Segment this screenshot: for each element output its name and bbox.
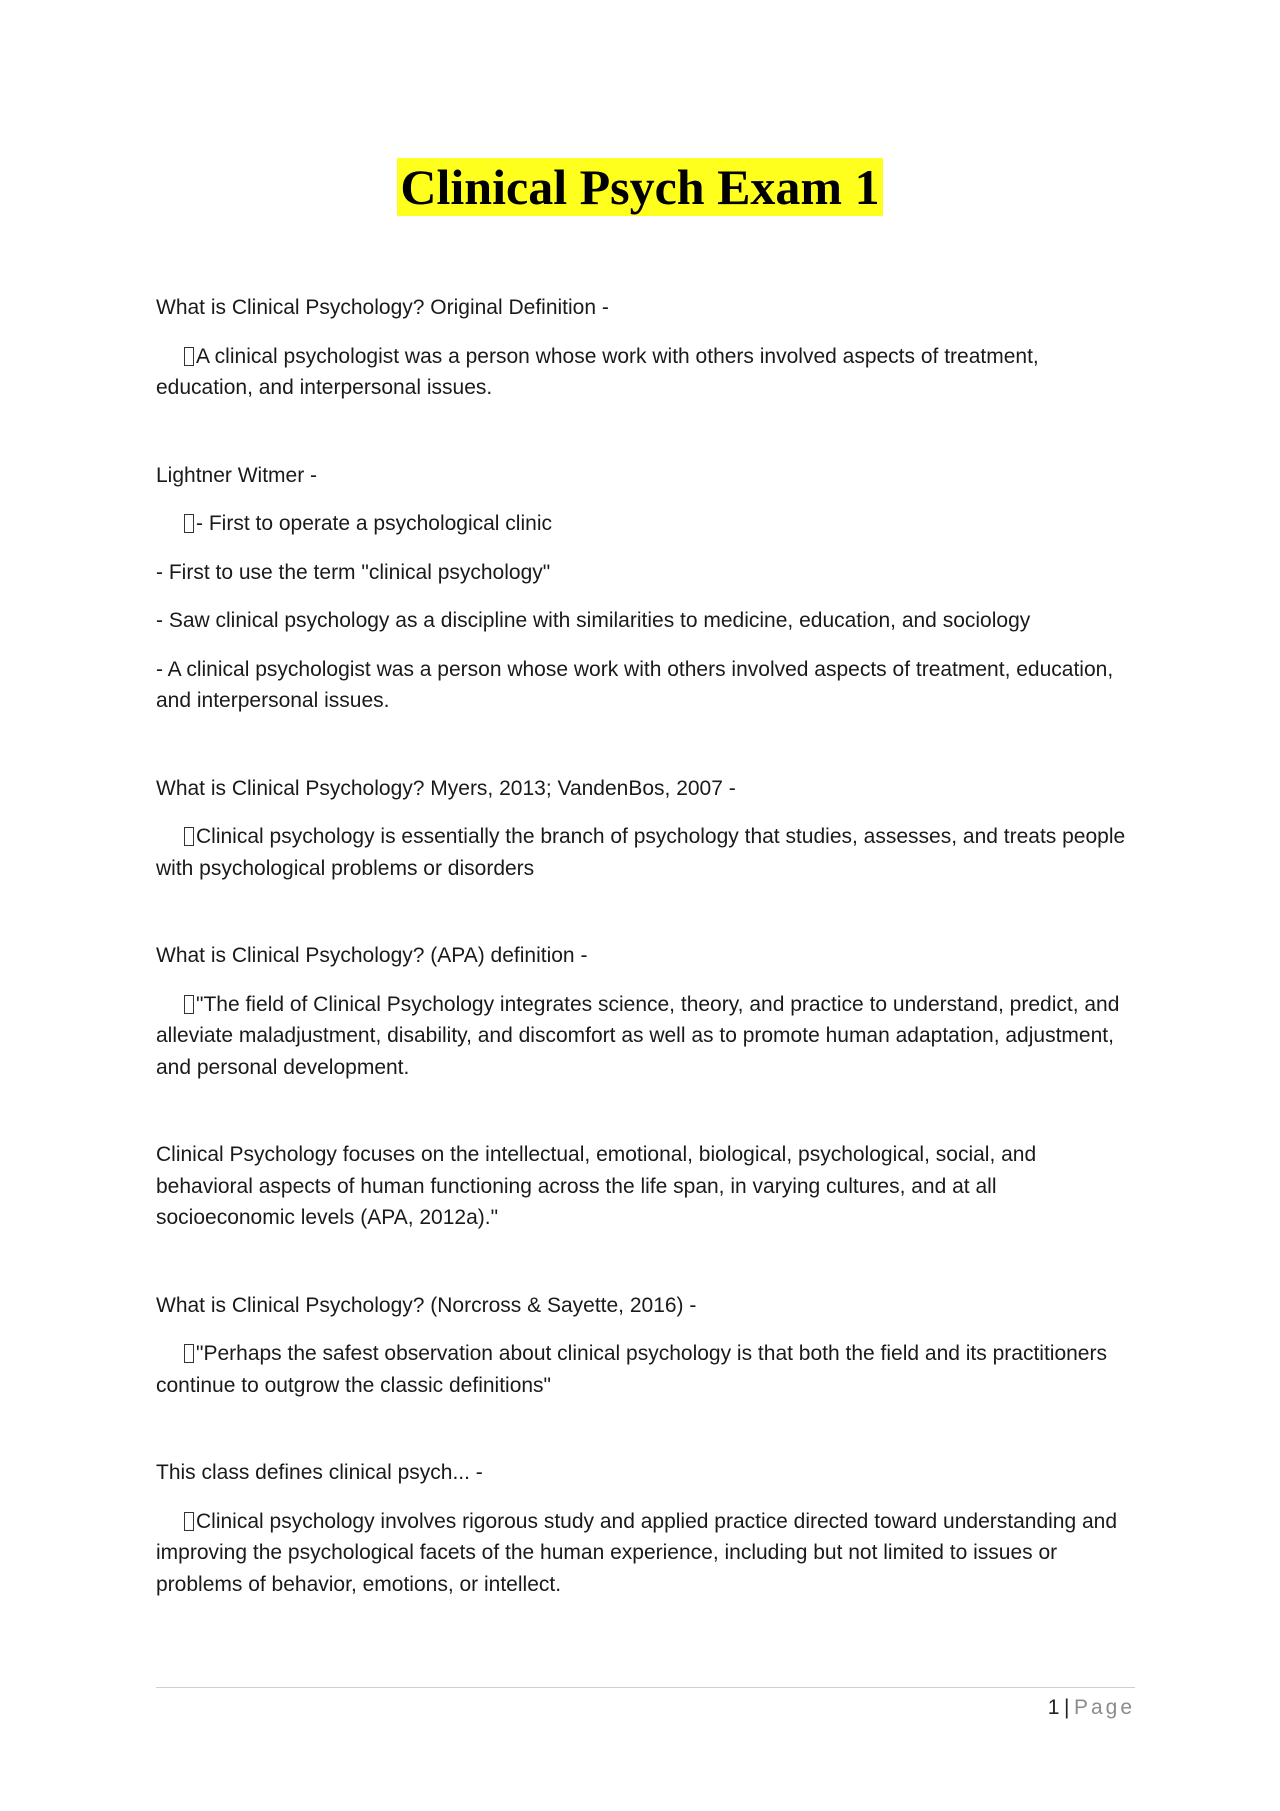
document-body (156, 292, 1136, 1600)
card-question: Lightner Witmer - (156, 463, 318, 487)
answer-text: "The field of Clinical Psychology integrates science, theory, and practice to understand, predict, and alleviate maladjustment, disability, and discomfort as well as to promote human adaptation, adjustment, and personal development. (156, 992, 1120, 1079)
card-answer (156, 341, 1136, 404)
card-question: What is Clinical Psychology? Original Definition - (156, 296, 609, 319)
card-question: This class defines clinical psych... - (156, 1461, 483, 1484)
missing-glyph-icon (184, 1344, 194, 1363)
footer-separator: | (1063, 1696, 1070, 1719)
answer-text: "Perhaps the safest observation about clinical psychology is that both the field and its practitioners continue to outgrow the classic definitions" (156, 1342, 1107, 1397)
missing-glyph-icon (184, 347, 194, 366)
card-answer-line (156, 508, 1136, 540)
answer-text: A clinical psychologist was a person whose work with others involved aspects of treatment, education, and interpersonal issues. (156, 344, 1039, 399)
card-answer (156, 989, 1136, 1084)
card-answer (156, 821, 1136, 884)
missing-glyph-icon (184, 1512, 194, 1531)
answer-text: - First to operate a psychological clinic (196, 512, 552, 535)
card-answer-line: - A clinical psychologist was a person whose work with others involved aspects of treatment, education, and interpersonal issues. (156, 657, 1114, 712)
card-answer-line: - First to use the term "clinical psychology" (156, 560, 551, 584)
missing-glyph-icon (184, 827, 194, 846)
document-title: Clinical Psych Exam 1 (397, 158, 882, 216)
card-question: What is Clinical Psychology? Myers, 2013; VandenBos, 2007 - (156, 776, 736, 800)
missing-glyph-icon (184, 514, 194, 533)
card-answer-line: Clinical Psychology focuses on the intellectual, emotional, biological, psychological, social, and behavioral aspects of human functioning across the life span, in varying cultures, and at all socioeconomic levels (APA, 2012a)." (156, 1143, 1037, 1229)
card-question: What is Clinical Psychology? (APA) definition - (156, 944, 588, 967)
card-question: What is Clinical Psychology? (Norcross & Sayette, 2016) - (156, 1293, 697, 1317)
page-number: 1 (1047, 1696, 1060, 1719)
missing-glyph-icon (184, 995, 194, 1014)
card-answer (156, 1338, 1136, 1401)
answer-text: Clinical psychology involves rigorous study and applied practice directed toward understanding and improving the psychological facets of the human experience, including but not limited to issues or problems of behavior, emotions, or intellect. (156, 1509, 1118, 1596)
answer-text: Clinical psychology is essentially the branch of psychology that studies, assesses, and treats people with psychological problems or disorders (156, 825, 1126, 880)
title-wrapper (0, 158, 1280, 216)
card-answer-line: - Saw clinical psychology as a discipline with similarities to medicine, education, and sociology (156, 609, 1031, 632)
page-label: Page (1073, 1696, 1135, 1719)
page-footer (1048, 1694, 1135, 1722)
card-answer (156, 1506, 1136, 1601)
footer-divider (156, 1687, 1135, 1688)
